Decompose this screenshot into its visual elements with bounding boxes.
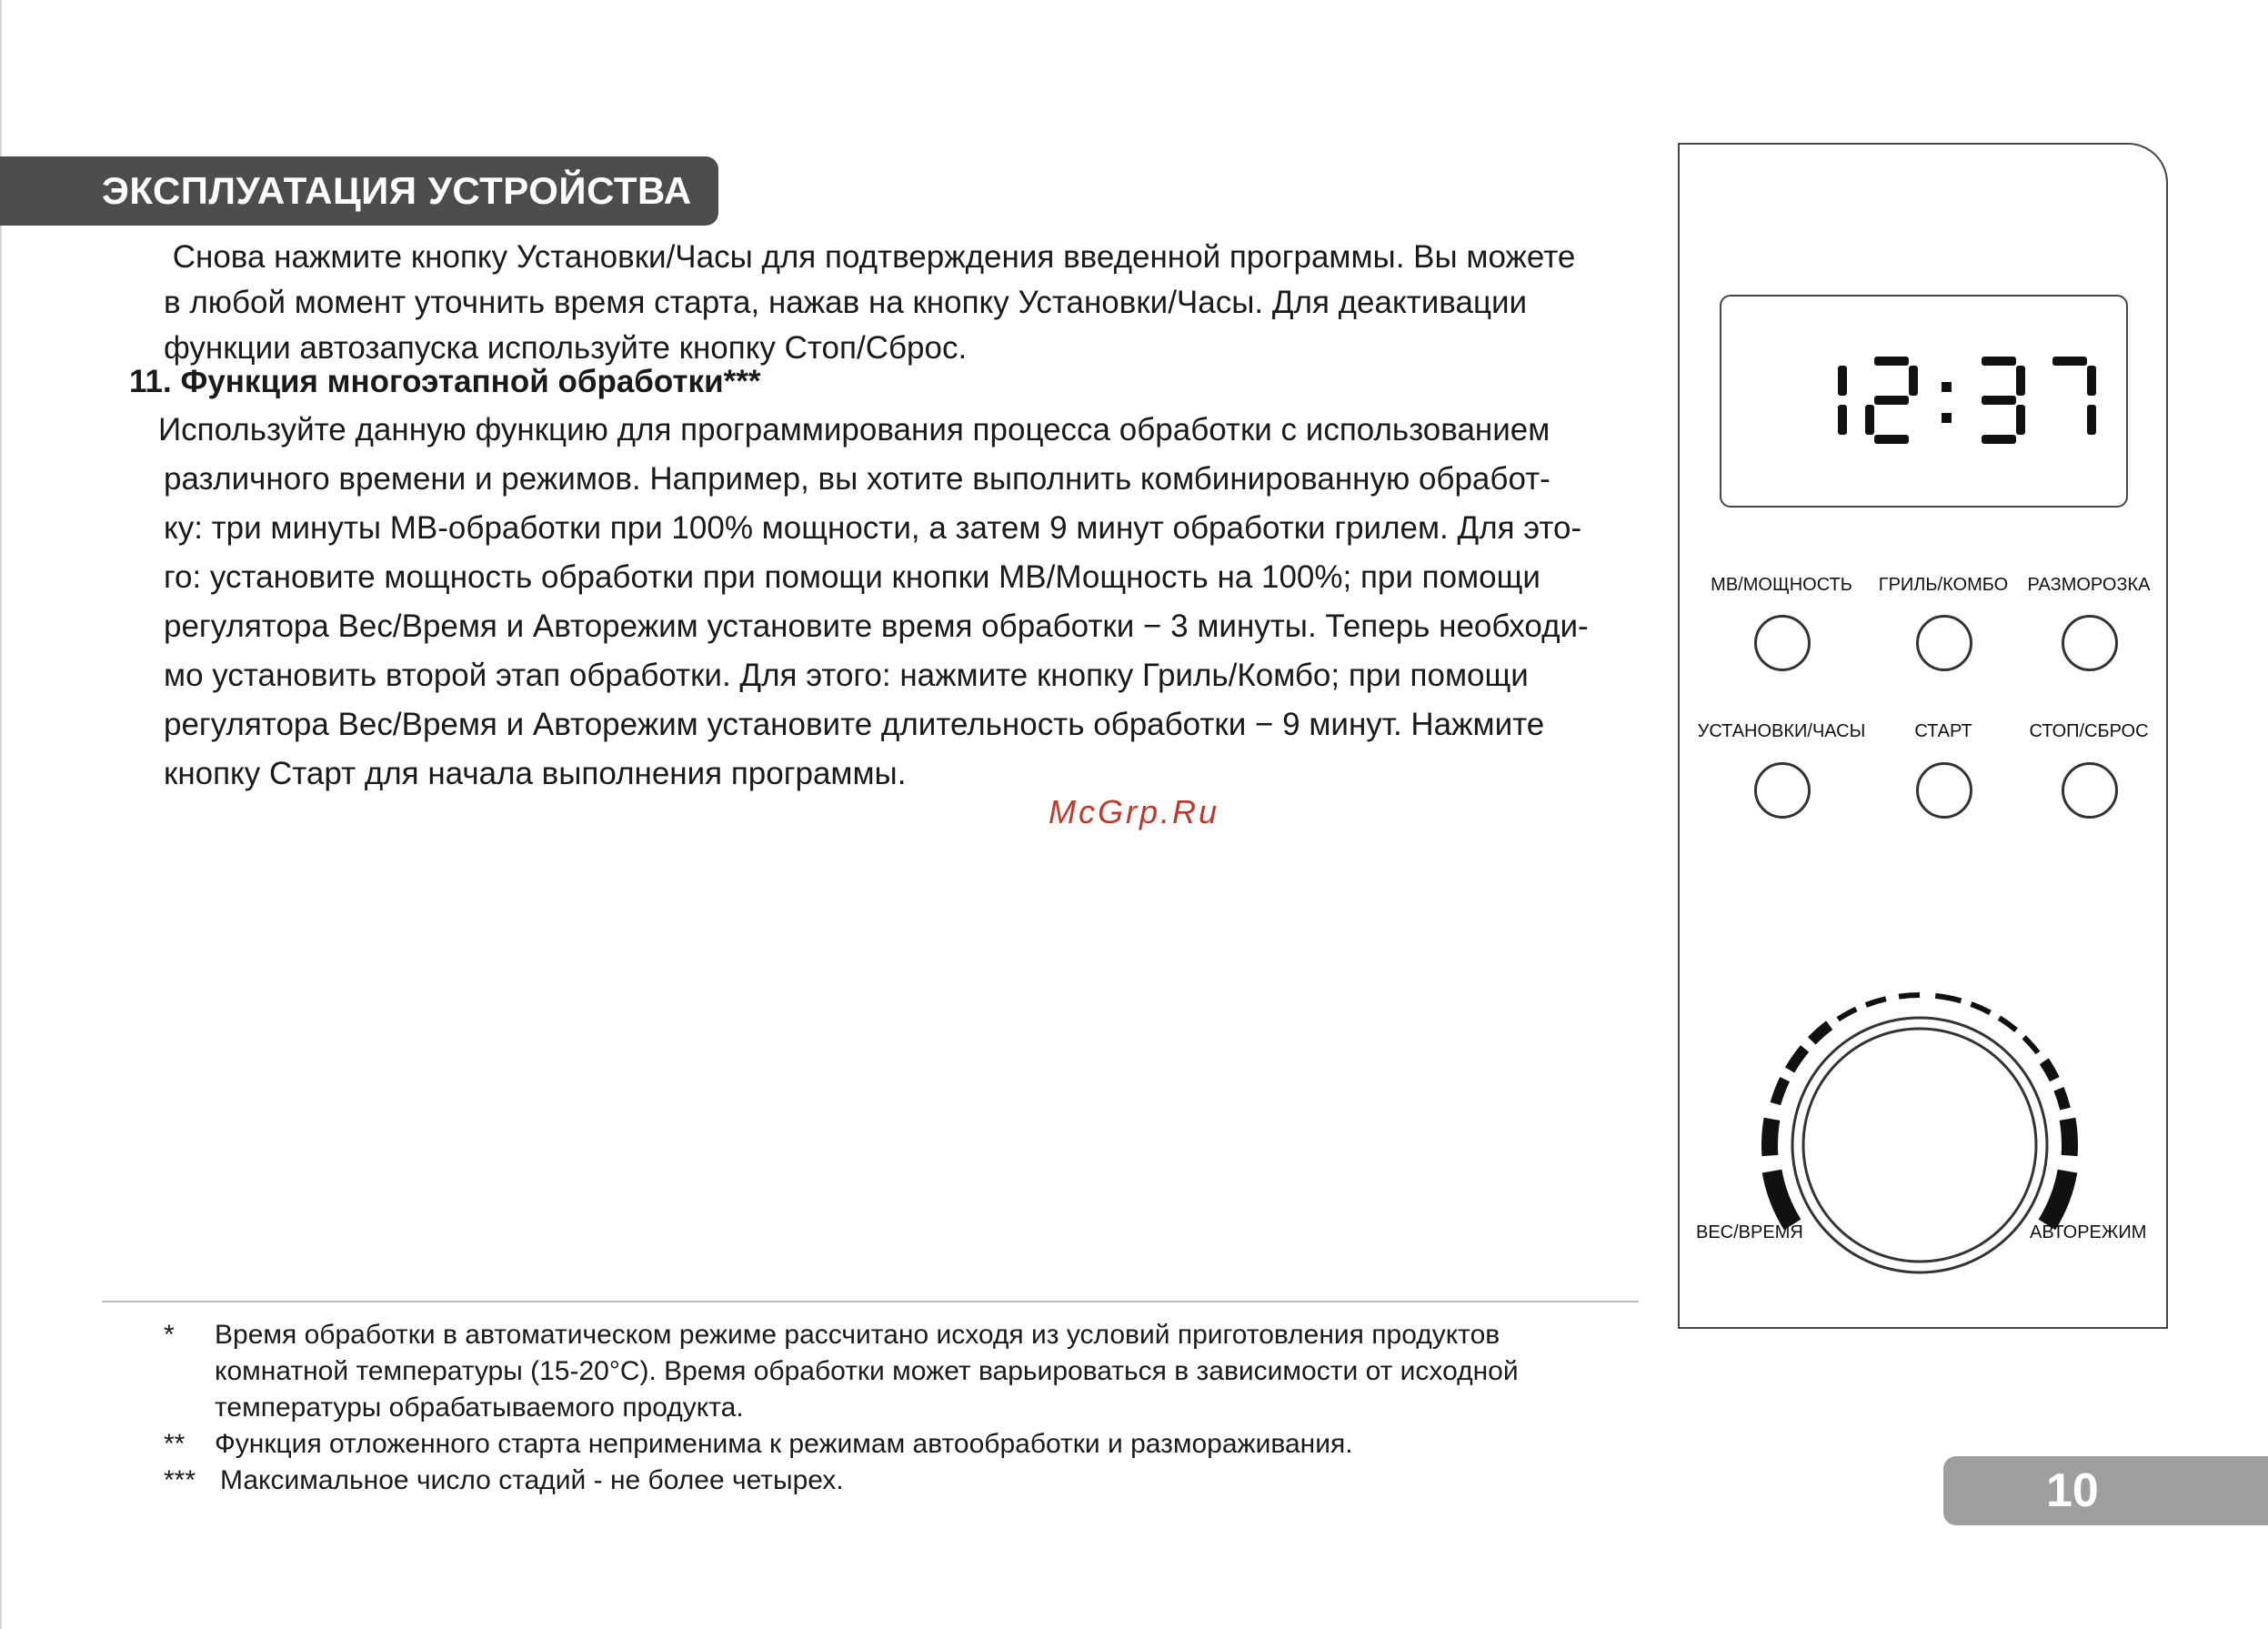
label-defrost: РАЗМОРОЗКА <box>2027 575 2151 595</box>
footnote-line: Максимальное число стадий - не более четырех. <box>220 1465 844 1495</box>
stop-reset-button[interactable] <box>2062 762 2118 819</box>
knob-ring-segment <box>1899 995 1920 997</box>
footnote-line: Время обработки в автоматическом режиме рассчитано исходя из условий приготовления продуктов <box>215 1320 1500 1350</box>
lcd-segment <box>1874 396 1909 405</box>
lcd-digits <box>1721 297 2126 506</box>
text-line: в любой момент уточнить время старта, нажав на кнопку Установки/Часы. Для деактивации <box>164 285 1528 320</box>
page-number: 10 <box>2046 1464 2099 1517</box>
text-line: кнопку Старт для начала выполнения программы. <box>164 756 907 791</box>
lcd-segment <box>2052 357 2087 366</box>
lcd-colon <box>1942 382 1952 392</box>
knob-ring-segment <box>2047 1171 2068 1225</box>
start-button[interactable] <box>1916 762 1972 819</box>
defrost-button[interactable] <box>2062 615 2118 671</box>
footnote-mark: *** <box>164 1465 196 1495</box>
lcd-segment <box>1874 435 1909 444</box>
knob-ring-segment <box>1866 999 1886 1005</box>
watermark-text: McGrp.Ru <box>1049 793 1220 830</box>
footnote-divider <box>102 1301 1639 1302</box>
footnote-1 <box>164 1317 1519 1426</box>
text-line: Используйте данную функцию для программирования процесса обработки с использованием <box>158 412 1550 447</box>
lcd-segment <box>1865 405 1874 435</box>
lcd-segment <box>1982 357 2016 366</box>
text-line: различного времени и режимов. Например, вы хотите выполнить комбинированную обработ- <box>164 461 1550 497</box>
knob-label-weight-time: ВЕС/ВРЕМЯ <box>1696 1222 1803 1242</box>
footnote-line: Функция отложенного старта неприменима к режимам автообработки и размораживания. <box>215 1429 1353 1459</box>
label-mw-power: МВ/МОЩНОСТЬ <box>1711 575 1852 595</box>
section-paragraph <box>158 406 1655 799</box>
knob-ring-segment <box>1772 1171 1793 1225</box>
knob-ring-segment <box>1999 1018 2016 1031</box>
lcd-colon <box>1942 413 1952 423</box>
lcd-segment <box>2087 405 2096 435</box>
page-left-border <box>0 0 2 1629</box>
knob-ring-segment <box>1775 1080 1784 1104</box>
text-line: го: установите мощность обработки при помощи кнопки МВ/Мощность на 100%; при помощи <box>164 559 1540 595</box>
intro-paragraph <box>164 235 1655 371</box>
section-header-title: ЭКСПЛУАТАЦИЯ УСТРОЙСТВА <box>102 169 692 212</box>
footnote-line: комнатной температуры (15-20°С). Время обработки может варьироваться в зависимости от исходной <box>215 1356 1519 1386</box>
lcd-segment <box>1838 405 1847 435</box>
lcd-segment <box>2087 366 2096 396</box>
knob-ring-segment <box>2067 1119 2070 1155</box>
lcd-segment <box>1982 396 2016 405</box>
label-grill-combo: ГРИЛЬ/КОМБО <box>1878 575 2009 595</box>
lcd-segment <box>1838 366 1847 396</box>
text-line: регулятора Вес/Время и Авторежим установите время обработки − 3 минуты. Теперь необходи- <box>164 608 1589 644</box>
footnote-2 <box>164 1426 1519 1463</box>
knob-ring-segment <box>1838 1009 1856 1019</box>
lcd-segment <box>1874 357 1909 366</box>
text-line: мо установить второй этап обработки. Для этого: нажмите кнопку Гриль/Комбо; при помощи <box>164 658 1529 693</box>
footnote-mark: * <box>164 1320 175 1350</box>
settings-clock-button[interactable] <box>1754 762 1811 819</box>
knob-ring-segment <box>1811 1025 1829 1041</box>
knob-ring-segment <box>2059 1089 2065 1109</box>
lcd-segment <box>1909 366 1918 396</box>
lcd-segment <box>2016 405 2025 435</box>
section-header-bar <box>0 156 718 226</box>
weight-time-knob[interactable] <box>1756 981 2083 1313</box>
label-stop-reset: СТОП/СБРОС <box>2029 721 2149 741</box>
knob-ring-segment <box>1971 1004 1990 1012</box>
knob-ring-segment <box>1790 1049 1804 1071</box>
page-number-tab <box>1943 1456 2268 1525</box>
footnote-mark: ** <box>164 1429 186 1459</box>
text-line: ку: три минуты МВ-обработки при 100% мощности, а затем 9 минут обработки грилем. Для это- <box>164 510 1582 546</box>
knob-label-auto-mode: АВТОРЕЖИМ <box>2030 1222 2147 1242</box>
text-line: функции автозапуска используйте кнопку Стоп/Сброс. <box>164 330 968 366</box>
knob-ring-segment <box>2044 1061 2055 1080</box>
label-settings-clock: УСТАНОВКИ/ЧАСЫ <box>1697 721 1866 741</box>
lcd-segment <box>1982 435 2016 444</box>
knob-ring-segment <box>1770 1119 1772 1155</box>
control-panel-diagram <box>1678 143 2168 1329</box>
label-start: СТАРТ <box>1914 721 1972 741</box>
lcd-segment <box>2016 366 2025 396</box>
footnote-3 <box>164 1463 1519 1499</box>
knob-icon <box>1756 981 2083 1309</box>
mw-power-button[interactable] <box>1754 615 1811 671</box>
knob-ring-segment <box>1935 996 1961 1001</box>
text-line: Снова нажмите кнопку Установки/Часы для подтверждения введенной программы. Вы можете <box>164 239 1576 275</box>
knob-ring-segment <box>2024 1037 2038 1052</box>
lcd-display <box>1720 295 2128 508</box>
footnotes <box>164 1317 1519 1499</box>
grill-combo-button[interactable] <box>1916 615 1972 671</box>
text-line: регулятора Вес/Время и Авторежим установите длительность обработки − 9 минут. Нажмите <box>164 707 1545 742</box>
section-heading: 11. Функция многоэтапной обработки*** <box>129 364 761 399</box>
footnote-line: температуры обрабатываемого продукта. <box>215 1393 744 1423</box>
